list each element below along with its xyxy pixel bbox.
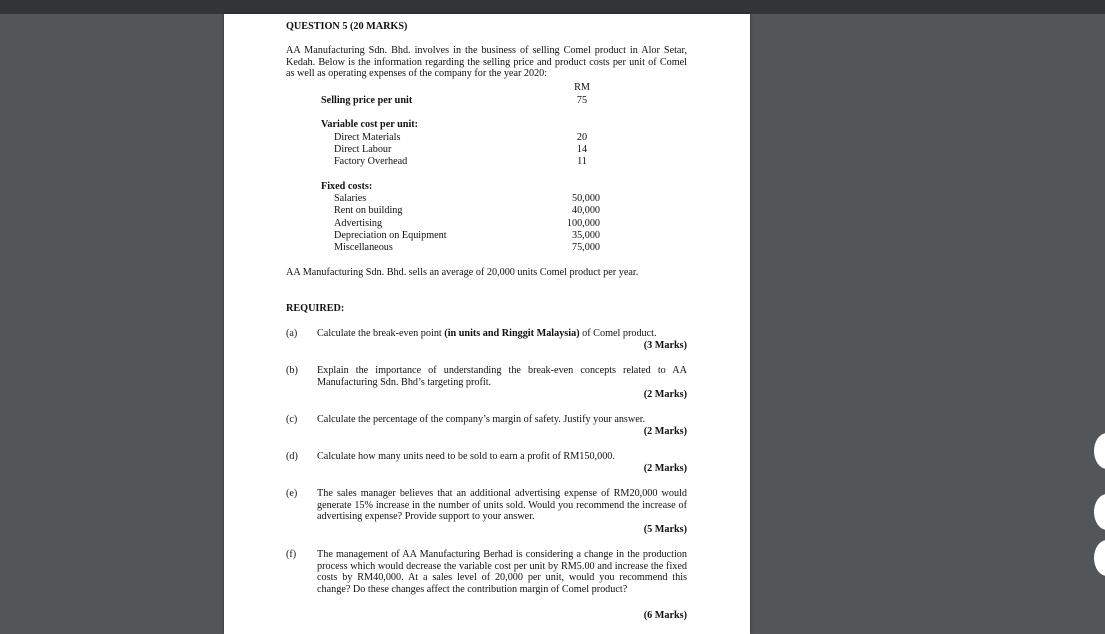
zoom-fit-button[interactable] (1094, 433, 1105, 469)
question-letter: (c) (286, 414, 298, 425)
intro-paragraph: AA Manufacturing Sdn. Bhd. involves in the business of selling Comel product in Alor Setar, Kedah. Below is the information regarding the selling price and product costs per unit of Comel as well as operating expenses of the company for the year 2020: (286, 45, 687, 80)
question-f-text: The management of AA Manufacturing Berhad is considering a change in the production process which would decrease the variable cost per unit by RM5.00 and increase the fixed costs by RM40,000. At a sales level of 20,000 per unit, would you recommend this change? Do these changes affect the contribution margin of Comel product? (317, 549, 687, 595)
question-marks: (3 Marks) (643, 340, 687, 351)
currency-header: RM (574, 82, 590, 93)
pdf-page (224, 14, 750, 634)
fixed-cost-value: 40,000 (571, 205, 600, 216)
question-marks: (2 Marks) (643, 426, 687, 437)
variable-cost-label: Direct Materials (334, 132, 401, 143)
question-marks: (2 Marks) (643, 389, 687, 400)
question-letter: (a) (286, 328, 298, 339)
zoom-out-button[interactable] (1094, 540, 1105, 576)
question-letter: (f) (286, 549, 297, 560)
question-letter: (e) (286, 488, 298, 499)
viewer-toolbar (0, 0, 1105, 14)
zoom-in-button[interactable] (1094, 494, 1105, 530)
selling-price-value: 75 (576, 95, 588, 106)
question-e-text: The sales manager believes that an additional advertising expense of RM20,000 would generate 15% increase in the number of units sold. Would you recommend the increase of advertising expense? Provide support to your answer. (317, 488, 687, 523)
fixed-cost-value: 35,000 (571, 230, 600, 241)
sales-note: AA Manufacturing Sdn. Bhd. sells an average of 20,000 units Comel product per year. (286, 267, 639, 278)
variable-cost-label: Direct Labour (334, 144, 392, 155)
variable-cost-value: 14 (576, 144, 588, 155)
fixed-cost-value: 100,000 (566, 218, 600, 229)
question-letter: (d) (286, 451, 298, 462)
question-a-text: Calculate the break-even point (in units and Ringgit Malaysia) of Comel product. (317, 328, 657, 339)
variable-cost-heading: Variable cost per unit: (321, 119, 419, 130)
question-letter: (b) (286, 365, 298, 376)
question-marks: (6 Marks) (643, 610, 687, 621)
fixed-cost-value: 75,000 (571, 242, 600, 253)
required-heading: REQUIRED: (286, 303, 345, 314)
fixed-cost-label: Depreciation on Equipment (334, 230, 447, 241)
fixed-cost-label: Miscellaneous (334, 242, 393, 253)
question-marks: (5 Marks) (643, 524, 687, 535)
fixed-cost-value: 50,000 (571, 193, 600, 204)
question-d-text: Calculate how many units need to be sold to earn a profit of RM150,000. (317, 451, 615, 462)
question-c-text: Calculate the percentage of the company’s margin of safety. Justify your answer. (317, 414, 646, 425)
variable-cost-label: Factory Overhead (334, 156, 408, 167)
fixed-cost-label: Salaries (334, 193, 367, 204)
fixed-cost-label: Rent on building (334, 205, 403, 216)
question-title: QUESTION 5 (20 MARKS) (286, 21, 408, 32)
question-marks: (2 Marks) (643, 463, 687, 474)
selling-price-label: Selling price per unit (321, 95, 413, 106)
variable-cost-value: 20 (576, 132, 588, 143)
fixed-cost-heading: Fixed costs: (321, 181, 373, 192)
variable-cost-value: 11 (577, 156, 587, 167)
question-b-text: Explain the importance of understanding the break-even concepts related to AA Manufacturing Sdn. Bhd’s targeting profit. (317, 365, 687, 388)
fixed-cost-label: Advertising (334, 218, 383, 229)
